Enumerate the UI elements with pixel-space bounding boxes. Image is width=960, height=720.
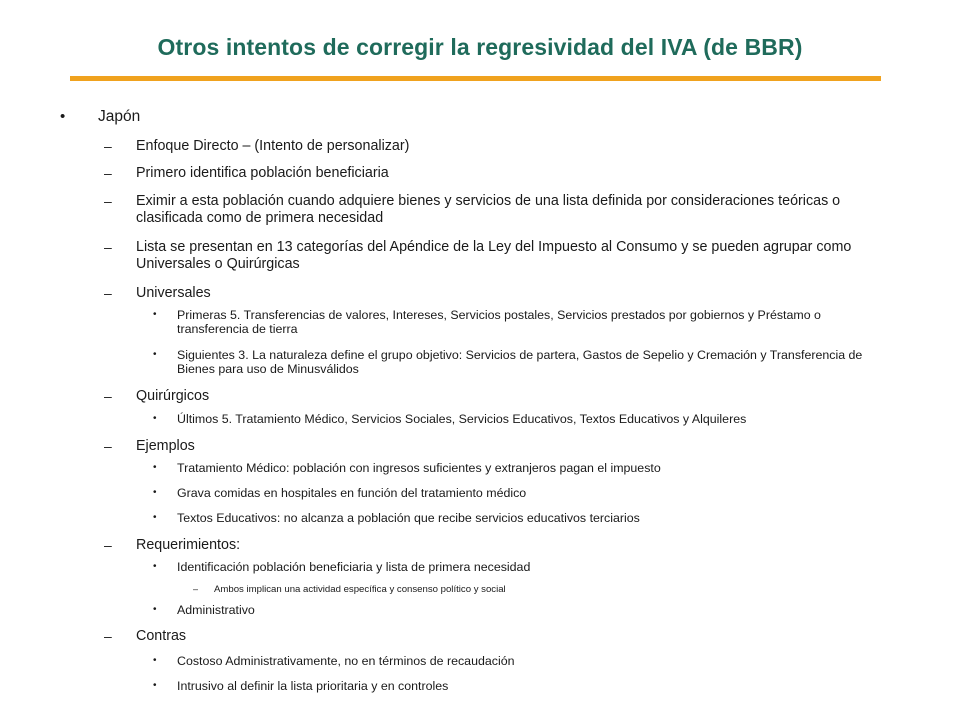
dash-marker: – xyxy=(104,438,112,454)
dash-marker: – xyxy=(104,285,112,301)
dash-marker: – xyxy=(104,165,112,181)
bullet-marker: • xyxy=(153,487,157,498)
list-item-text: Contras xyxy=(136,628,187,644)
bullet-marker: • xyxy=(153,309,157,320)
list-item-text: Grava comidas en hospitales en función del tratamiento médico xyxy=(177,486,527,500)
list-item-text: Siguientes 3. La naturaleza define el grupo objetivo: Servicios de partera, Gastos de Sepelio y Cremación y Transferencia de Bienes para uso de Minusválidos xyxy=(177,348,863,376)
list-item-text: Ambos implican una actividad específica y consenso político y social xyxy=(214,584,506,595)
dash-marker: – xyxy=(193,584,199,594)
list-item-text: Japón xyxy=(98,108,141,125)
list-item-text: Identificación población beneficiaria y lista de primera necesidad xyxy=(177,560,531,574)
dash-marker: – xyxy=(104,239,112,255)
bullet-marker: • xyxy=(153,349,157,360)
list-item-text: Quirúrgicos xyxy=(136,388,210,404)
dash-marker: – xyxy=(104,388,112,404)
list-item-text: Primero identifica población beneficiaria xyxy=(136,165,389,181)
list-item-text: Enfoque Directo – (Intento de personalizar) xyxy=(136,138,410,154)
list-item-text: Costoso Administrativamente, no en términos de recaudación xyxy=(177,654,515,668)
list-item-text: Ejemplos xyxy=(136,438,195,454)
dash-marker: – xyxy=(104,138,112,154)
list-item-text: Eximir a esta población cuando adquiere bienes y servicios de una lista definida por consideraciones teóricas o clasificada como de primera necesidad xyxy=(136,193,841,226)
bullet-marker: • xyxy=(60,108,66,125)
bullet-marker: • xyxy=(153,655,157,666)
list-item-text: Textos Educativos: no alcanza a población que recibe servicios educativos terciarios xyxy=(177,511,640,525)
bullet-marker: • xyxy=(153,512,157,523)
list-item-text: Universales xyxy=(136,285,211,301)
dash-marker: – xyxy=(104,193,112,209)
bullet-marker: • xyxy=(153,604,157,615)
bullet-marker: • xyxy=(153,561,157,572)
bullet-marker: • xyxy=(153,462,157,473)
list-item-text: Intrusivo al definir la lista prioritaria y en controles xyxy=(177,679,449,693)
dash-marker: – xyxy=(104,628,112,644)
list-item-text: Tratamiento Médico: población con ingresos suficientes y extranjeros pagan el impuesto xyxy=(177,461,661,475)
list-item-text: Primeras 5. Transferencias de valores, Intereses, Servicios postales, Servicios prestados por gobiernos y Préstamo o transferencia de tierra xyxy=(177,308,821,336)
list-item-text: Últimos 5. Tratamiento Médico, Servicios Sociales, Servicios Educativos, Textos Educativos y Alquileres xyxy=(177,412,747,426)
dash-marker: – xyxy=(104,537,112,553)
bullet-marker: • xyxy=(153,413,157,424)
list-item-text: Administrativo xyxy=(177,603,255,617)
list-item-text: Lista se presentan en 13 categorías del Apéndice de la Ley del Impuesto al Consumo y se pueden agrupar como Universales o Quirúrgicas xyxy=(136,239,852,272)
slide-title: Otros intentos de corregir la regresividad del IVA (de BBR) xyxy=(157,34,803,60)
bullet-marker: • xyxy=(153,680,157,691)
list-item-text: Requerimientos: xyxy=(136,537,241,553)
